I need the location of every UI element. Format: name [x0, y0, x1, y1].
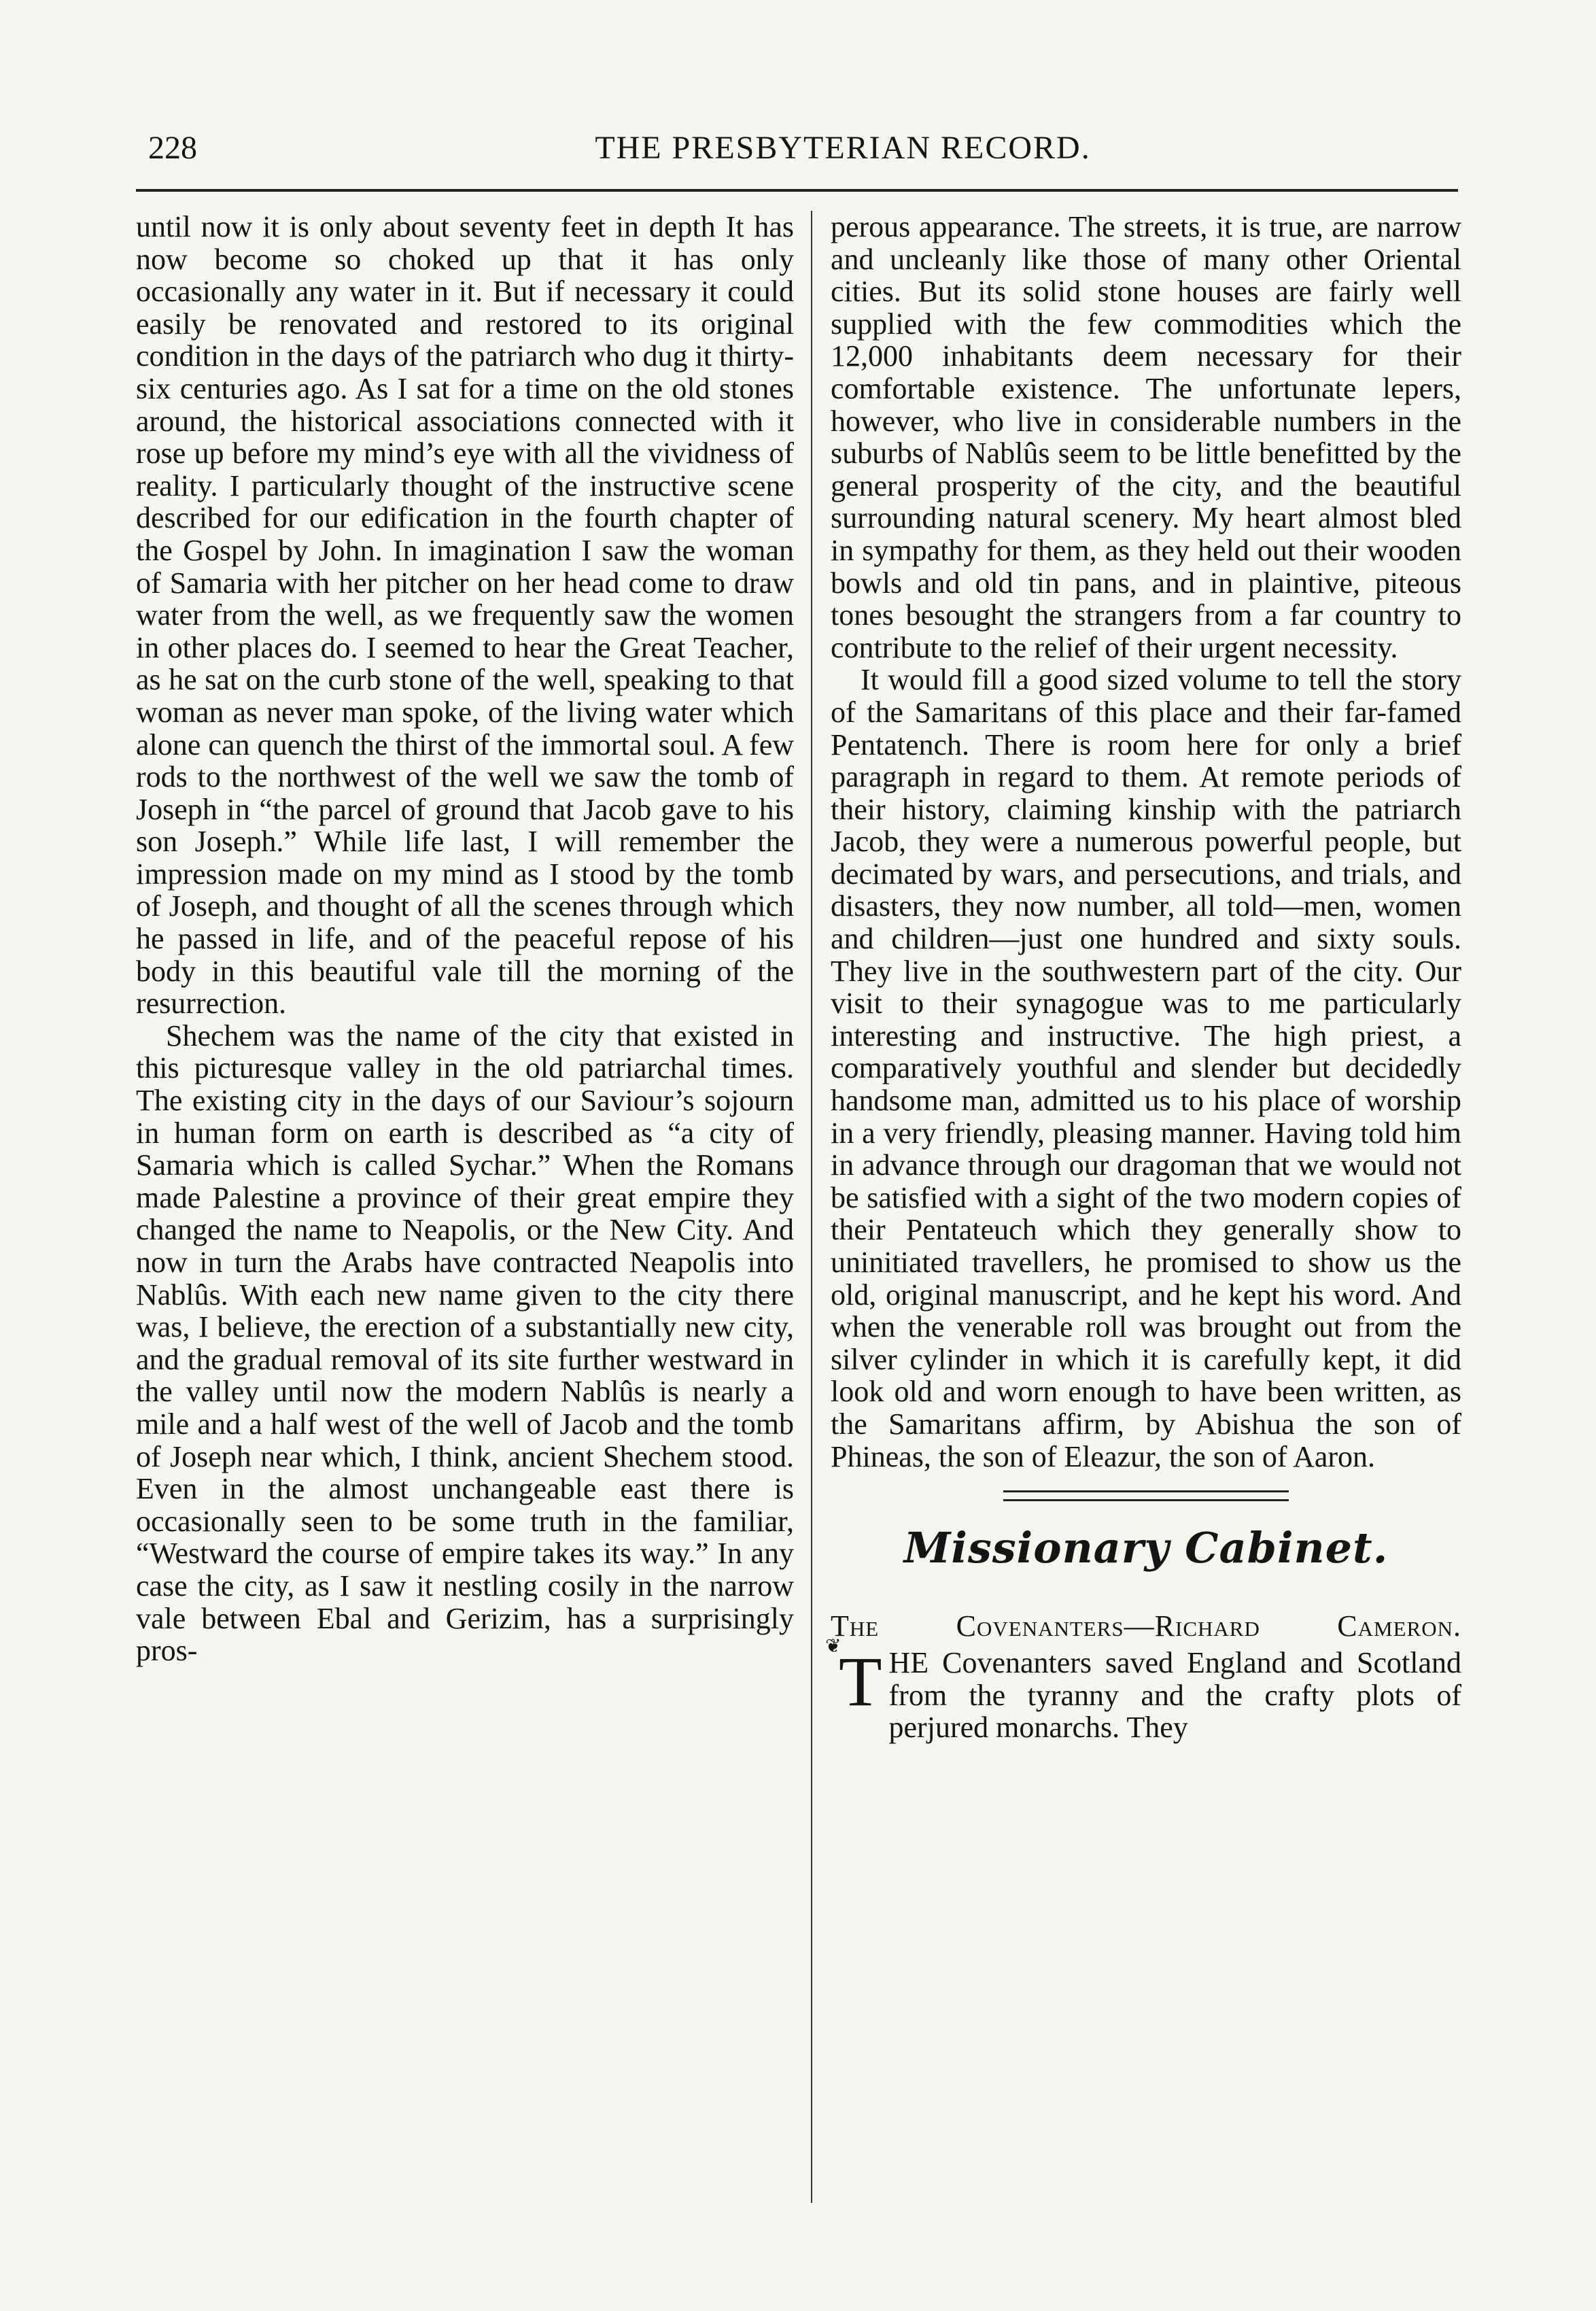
column-divider: [811, 211, 812, 2203]
article-paragraph: [825, 1636, 1461, 1745]
page-number: 228: [148, 130, 197, 166]
left-paragraph-1: until now it is only about seventy feet in depth It has now become so choked up that it has only occasionally any water in it. But if necessary it could easily be renovated and restored to its original condition in the days of the patriarch who dug it thirty-six centuries ago. As I sat for a time on the old stones around, the historical associations connected with it rose up before my mind’s eye with all the vividness of reality. I particularly thought of the instructive scene described for our edification in the fourth chapter of the Gospel by John. In imagination I saw the woman of Samaria with her pitcher on her head come to draw water from the well, as we frequently saw the women in other places do. I seemed to hear the Great Teacher, as he sat on the curb stone of the well, speaking to that woman as never man spoke, of the living water which alone can quench the thirst of the immortal soul. A few rods to the northwest of the well we saw the tomb of Joseph in “the parcel of ground that Jacob gave to his son Joseph.” While life last, I will remember the impression made on my mind as I stood by the tomb of Joseph, and thought of all the scenes through which he passed in life, and of the peaceful repose of his body in this beautiful vale till the morning of the resurrection.: [136, 210, 794, 1021]
section-heading: Missionary Cabinet.: [903, 1523, 1389, 1573]
article-paragraph-text: HE Covenanters saved England and Scotland from the tyranny and the crafty plots of perjured monarchs. They: [888, 1646, 1461, 1745]
right-paragraph-2: It would fill a good sized volume to tell the story of the Samaritans of this place and their far-famed Pentatench. There is room here for only a brief paragraph in regard to them. At remote periods of their history, claiming kinship with the patriarch Jacob, they were a numerous powerful people, but decimated by wars, and persecutions, and trials, and disasters, they now number, all told—men, women and children—just one hundred and sixty souls. They live in the southwestern part of the city. Our visit to their synagogue was to me particularly interesting and instructive. The high priest, a comparatively youthful and slender but decidedly handsome man, admitted us to his place of worship in a very friendly, pleasing manner. Having told him in advance through our dragoman that we would not be satisfied with a sight of the two modern copies of their Pentateuch which they generally show to uninitiated travellers, he promised to show us the old, original manuscript, and he kept his word. And when the venerable roll was brought out from the silver cylinder in which it is carefully kept, it did look old and worn enough to have been written, as the Samaritans affirm, by Abishua the son of Phineas, the son of Eleazur, the son of Aaron.: [831, 663, 1461, 1473]
drop-cap-letter: T: [839, 1643, 882, 1722]
header-rule: [136, 189, 1458, 192]
section-separator-rule: [1003, 1490, 1289, 1501]
drop-cap: [825, 1636, 882, 1722]
right-column: [825, 210, 1461, 1745]
page-header: [136, 121, 1455, 175]
ornament-icon: ❦: [825, 1636, 842, 1658]
left-column: [136, 211, 794, 1667]
left-paragraph-2: Shechem was the name of the city that existed in this picturesque valley in the old patriarchal times. The existing city in the days of our Saviour’s sojourn in human form on earth is described as “a city of Samaria which is called Sychar.” When the Romans made Palestine a province of their great empire they changed the name to Neapolis, or the New City. And now in turn the Arabs have contracted Neapolis into Nablûs. With each new name given to the city there was, I believe, the erection of a substantially new city, and the gradual removal of its site further westward in the valley until now the modern Nablûs is nearly a mile and a half west of the well of Jacob and the tomb of Joseph near which, I think, ancient Shechem stood. Even in the almost unchangeable east there is occasionally seen to be some truth in the familiar, “Westward the course of empire takes its way.” In any case the city, as I saw it nestling cosily in the narrow vale between Ebal and Gerizim, has a surprisingly pros-: [136, 1018, 794, 1668]
right-paragraph-1: perous appearance. The streets, it is true, are narrow and uncleanly like those of many other Oriental cities. But its solid stone houses are fairly well supplied with the few commodities which the 12,000 inhabitants deem necessary for their comfortable existence. The unfortunate lepers, however, who live in considerable numbers in the suburbs of Nablûs seem to be little benefitted by the general prosperity of the city, and the beautiful surrounding natural scenery. My heart almost bled in sympathy for them, as they held out their wooden bowls and old tin pans, and in plaintive, piteous tones besought the strangers from a far country to contribute to the relief of their urgent necessity.: [831, 210, 1461, 664]
running-head: THE PRESBYTERIAN RECORD.: [595, 130, 1091, 166]
article-title: The Covenanters—Richard Cameron.: [831, 1609, 1461, 1643]
